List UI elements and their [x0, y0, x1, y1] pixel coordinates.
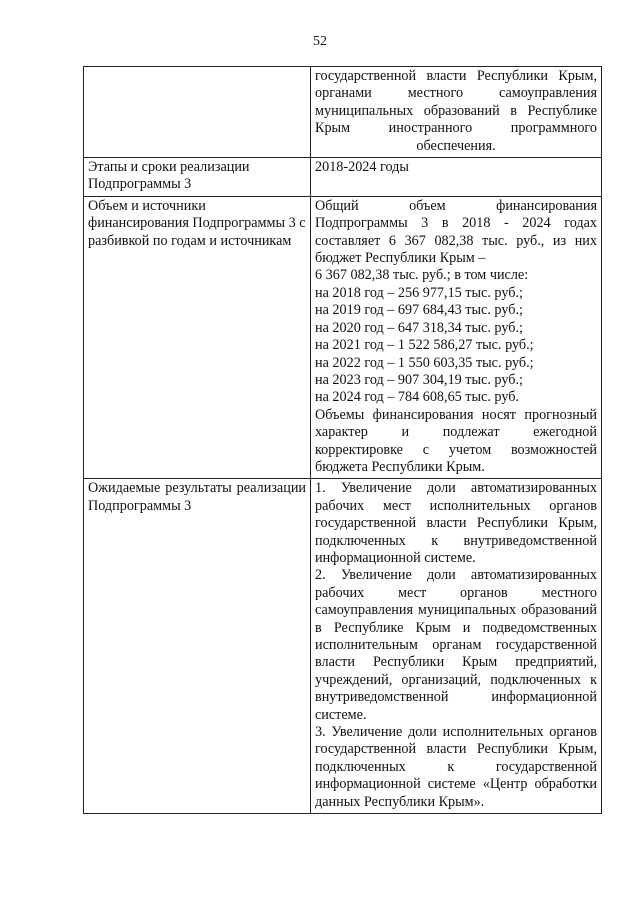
value-line: обеспечения. [416, 137, 496, 154]
value-line: муниципальных образований в Республике [315, 102, 597, 119]
financing-total: 6 367 082,38 тыс. руб.; в том числе: [315, 267, 529, 284]
value-line: 2018-2024 годы [315, 159, 409, 176]
financing-year: на 2022 год – 1 550 603,35 тыс. руб.; [315, 354, 534, 371]
financing-year: на 2019 год – 697 684,43 тыс. руб.; [315, 302, 523, 319]
value-line: органами местного самоуправления [315, 85, 597, 102]
page-number: 52 [313, 34, 327, 49]
value-line: Крым иностранного программного [315, 120, 597, 137]
table-row [84, 479, 602, 814]
table-row [84, 158, 602, 197]
financing-intro: Общий объем финансирования Подпрограммы 3 в 2018 - 2024 годах составляет 6 367 082,38 тыс. руб., из них бюджет Республики Крым – [315, 197, 597, 267]
row-value-results [311, 479, 602, 814]
expected-result-item: 3. Увеличение доли исполнительных органов государственной власти Республики Крым, подключенных к государственной информационной системе «Центр обработки данных Республики Крым». [315, 724, 597, 810]
row-label-financing: Объем и источники финансирования Подпрограммы 3 с разбивкой по годам и источникам [84, 196, 311, 479]
row-label-empty [84, 67, 311, 158]
table-row [84, 67, 602, 158]
value-line: государственной власти Республики Крым, [315, 68, 597, 84]
financing-year: на 2021 год – 1 522 586,27 тыс. руб.; [315, 337, 534, 354]
row-value-stages [311, 158, 602, 197]
row-value-financing [311, 196, 602, 479]
subprogram-passport-table [83, 66, 602, 814]
financing-note: Объемы финансирования носят прогнозный характер и подлежат ежегодной корректировке с учетом возможностей бюджета Республики Крым. [315, 406, 597, 475]
financing-year: на 2020 год – 647 318,34 тыс. руб.; [315, 319, 523, 336]
financing-year: на 2023 год – 907 304,19 тыс. руб.; [315, 371, 523, 388]
expected-result-item: 2. Увеличение доли автоматизированных рабочих мест органов местного самоуправления муниципальных образований в Республике Крым и подведомственных исполнительным органам государственной власти Республики Крым предприятий, учреждений, организаций, подключенных к внутриведомственной информационной системе. [315, 567, 597, 723]
row-value-continuation [311, 67, 602, 158]
row-label-stages: Этапы и сроки реализации Подпрограммы 3 [84, 158, 311, 197]
financing-year: на 2018 год – 256 977,15 тыс. руб.; [315, 284, 523, 301]
expected-result-item: 1. Увеличение доли автоматизированных рабочих мест исполнительных органов государственной власти Республики Крым, подключенных к внутриведомственной информационной системе. [315, 480, 597, 566]
table-row [84, 196, 602, 479]
financing-year: на 2024 год – 784 608,65 тыс. руб. [315, 389, 520, 406]
row-label-results: Ожидаемые результаты реализации Подпрограммы 3 [84, 479, 311, 814]
